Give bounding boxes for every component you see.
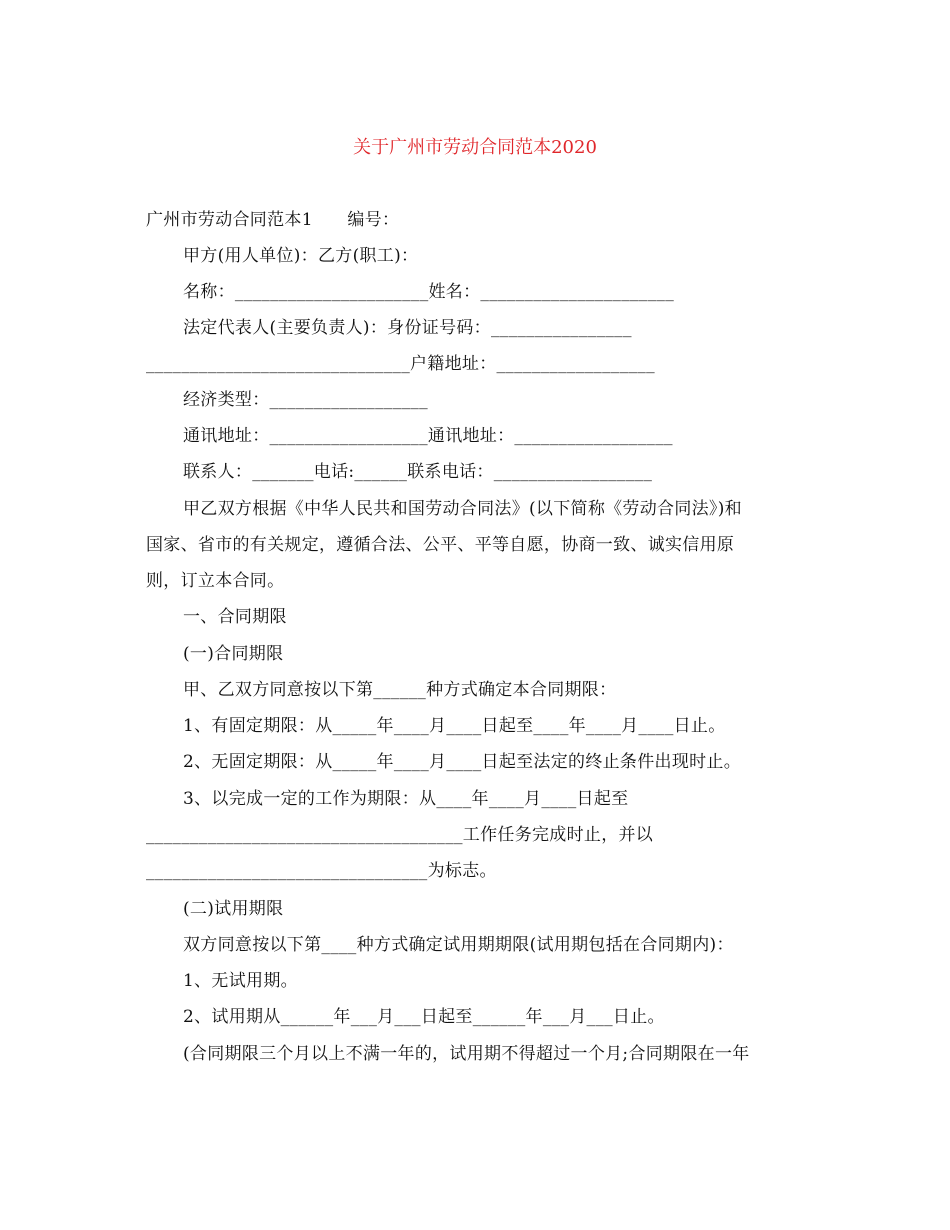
representative-line: 法定代表人(主要负责人)：身份证号码：________________ bbox=[183, 318, 632, 338]
economic-type-line: 经济类型：__________________ bbox=[183, 390, 428, 410]
contact-line: 联系人：_______电话:______联系电话：__________________ bbox=[183, 462, 653, 482]
list-item: 1、无试用期。 bbox=[183, 971, 298, 991]
subsection-heading: (二)试用期限 bbox=[183, 899, 284, 919]
list-item: 2、试用期从______年___月___日起至______年___月___日止。 bbox=[183, 1007, 665, 1027]
paragraph-line: 双方同意按以下第____种方式确定试用期期限(试用期包括在合同期内)： bbox=[183, 935, 734, 955]
document-title: 关于广州市劳动合同范本2020 bbox=[353, 137, 597, 158]
list-item: 1、有固定期限：从_____年____月____日起至____年____月____日止。 bbox=[183, 716, 726, 736]
paragraph-line: (合同期限三个月以上不满一年的，试用期不得超过一个月;合同期限在一年 bbox=[183, 1044, 750, 1064]
paragraph-line: 甲、乙双方同意按以下第______种方式确定本合同期限： bbox=[183, 680, 617, 700]
paragraph-line: 国家、省市的有关规定，遵循合法、公平、平等自愿，协商一致、诚实信用原 bbox=[146, 535, 735, 555]
mailing-address-line: 通讯地址：__________________通讯地址：__________________ bbox=[183, 426, 673, 446]
contract-number-line: 广州市劳动合同范本1 编号： bbox=[146, 210, 400, 230]
list-item-continuation: ____________________________________工作任务完成时止，并以 bbox=[146, 825, 654, 845]
subsection-heading: (一)合同期限 bbox=[183, 644, 284, 664]
paragraph-line: 则，订立本合同。 bbox=[146, 571, 285, 591]
household-address-line: ______________________________户籍地址：__________________ bbox=[146, 354, 655, 374]
section-heading: 一、合同期限 bbox=[183, 607, 287, 627]
list-item: 2、无固定期限：从_____年____月____日起至法定的终止条件出现时止。 bbox=[183, 752, 742, 772]
name-line: 名称：______________________姓名：______________________ bbox=[183, 282, 674, 302]
list-item: 3、以完成一定的工作为期限：从____年____月____日起至 bbox=[183, 789, 629, 809]
parties-line: 甲方(用人单位)：乙方(职工)： bbox=[183, 246, 419, 266]
paragraph-line: 甲乙双方根据《中华人民共和国劳动合同法》(以下简称《劳动合同法》)和 bbox=[183, 499, 742, 519]
list-item-continuation: ________________________________为标志。 bbox=[146, 861, 497, 881]
